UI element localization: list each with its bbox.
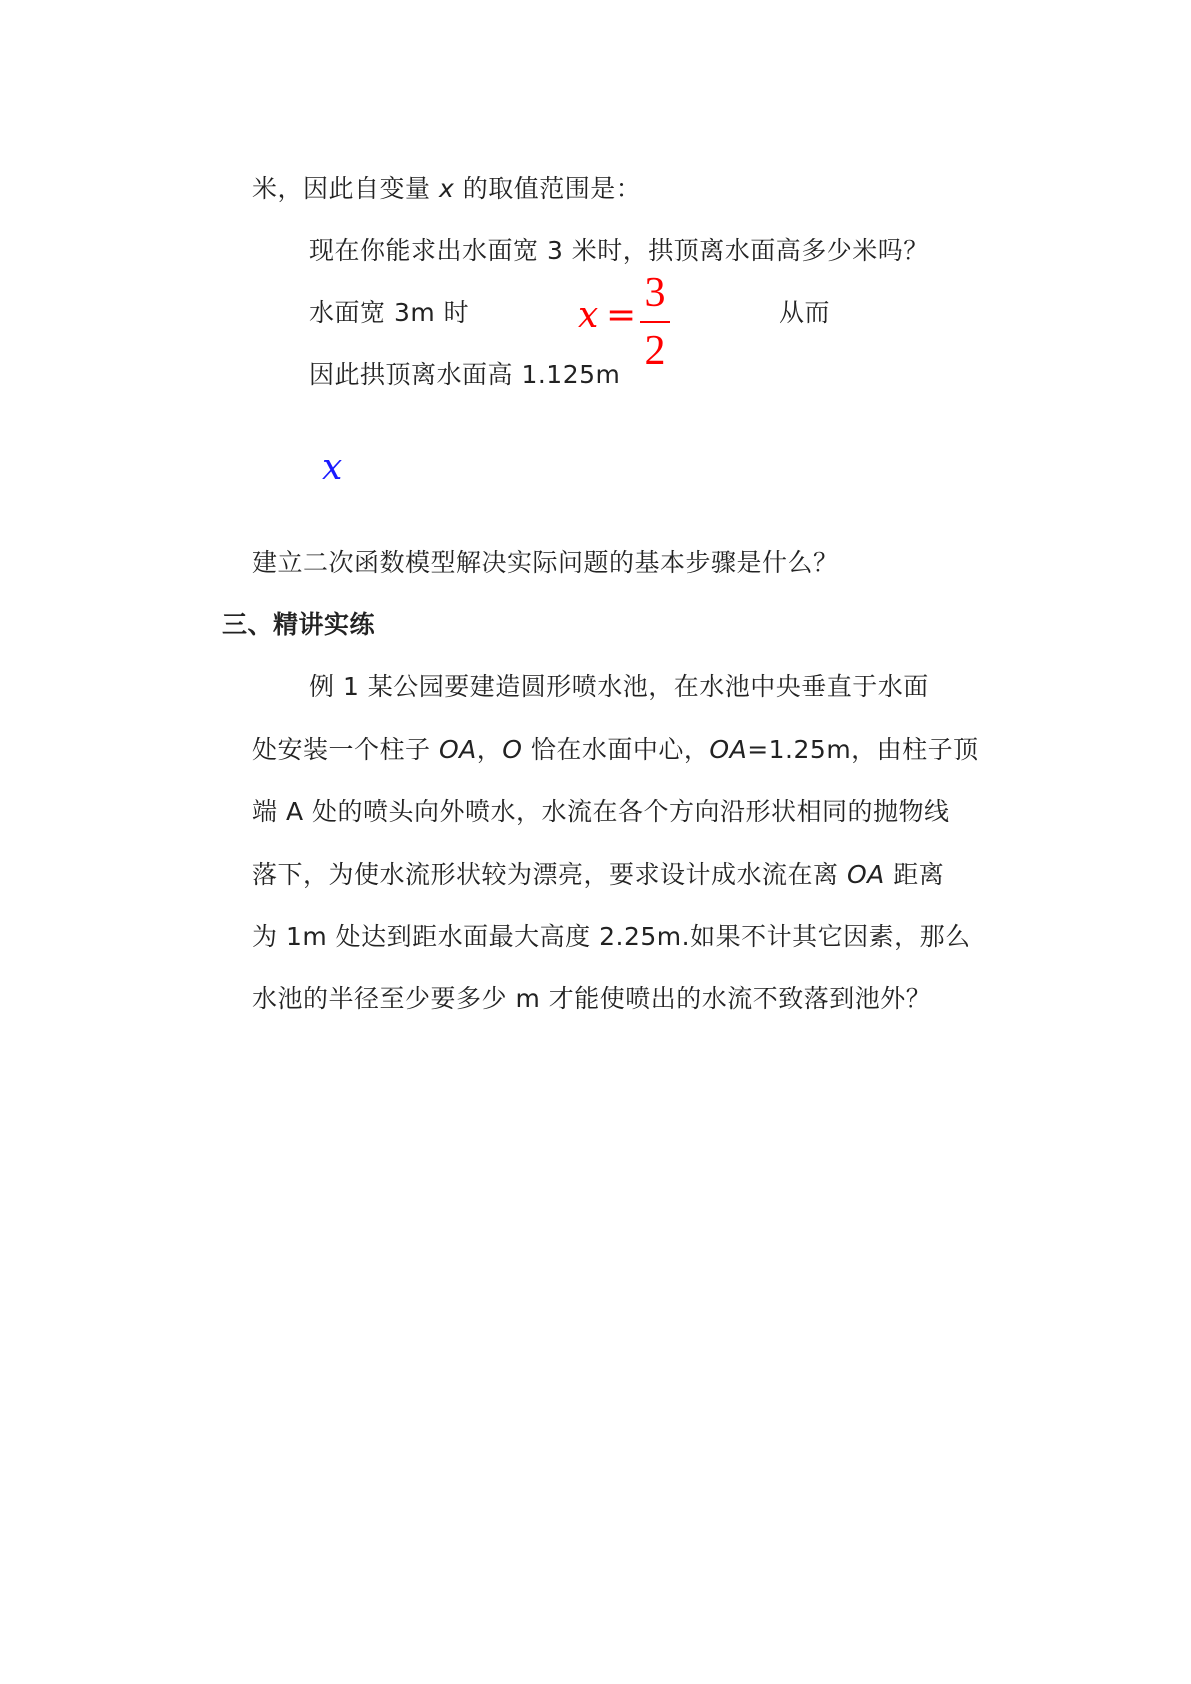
- example-line-1: 例 1 某公园要建造圆形喷水池，在水池中央垂直于水面: [309, 672, 929, 701]
- paragraph-arch-height: 因此拱顶离水面高 1.125m: [309, 360, 621, 389]
- text-segment: 处安装一个柱子: [252, 735, 431, 764]
- section-title: 精讲实练: [273, 610, 376, 639]
- example-line-2: [252, 733, 979, 767]
- text-segment: ，: [476, 735, 503, 764]
- math-variable-x-blue: x: [322, 447, 343, 488]
- section-heading: [222, 608, 375, 642]
- paragraph-range: [252, 172, 641, 206]
- symbol-oa: OA: [846, 860, 885, 889]
- math-fraction: [638, 270, 672, 374]
- text-segment: 落下，为使水流形状较为漂亮，要求设计成水流在离: [252, 860, 839, 889]
- math-variable-x-red: x: [578, 295, 599, 336]
- fraction-bar: [640, 321, 670, 323]
- fraction-denominator: 2: [644, 328, 666, 374]
- example-line-3: 端 A 处的喷头向外喷水，水流在各个方向沿形状相同的抛物线: [252, 797, 950, 826]
- text-segment: 恰在水面中心，: [530, 735, 710, 764]
- paragraph-width-3m: 水面宽 3m 时: [309, 298, 470, 327]
- paragraph-question-width: 现在你能求出水面宽 3 米时，拱顶离水面高多少米吗？: [309, 236, 929, 265]
- section-number: 三、: [222, 610, 274, 639]
- text-segment: 距离: [893, 860, 945, 889]
- paragraph-steps-question: 建立二次函数模型解决实际问题的基本步骤是什么？: [252, 548, 839, 577]
- fraction-numerator: 3: [644, 270, 666, 316]
- text-prefix: 米，因此自变量: [252, 174, 431, 203]
- example-line-4: [252, 858, 944, 892]
- example-line-5: 为 1m 处达到距水面最大高度 2.25m.如果不计其它因素，那么: [252, 922, 971, 951]
- symbol-oa: OA: [709, 735, 748, 764]
- symbol-oa: OA: [438, 735, 477, 764]
- text-suffix: 的取值范围是：: [462, 174, 642, 203]
- paragraph-thus: 从而: [779, 298, 831, 327]
- math-equals-sign: =: [606, 295, 637, 336]
- variable-x: x: [438, 174, 455, 203]
- symbol-o: O: [502, 735, 523, 764]
- text-segment: =1.25m，由柱子顶: [747, 735, 979, 764]
- example-line-6: 水池的半径至少要多少 m 才能使喷出的水流不致落到池外？: [252, 984, 932, 1013]
